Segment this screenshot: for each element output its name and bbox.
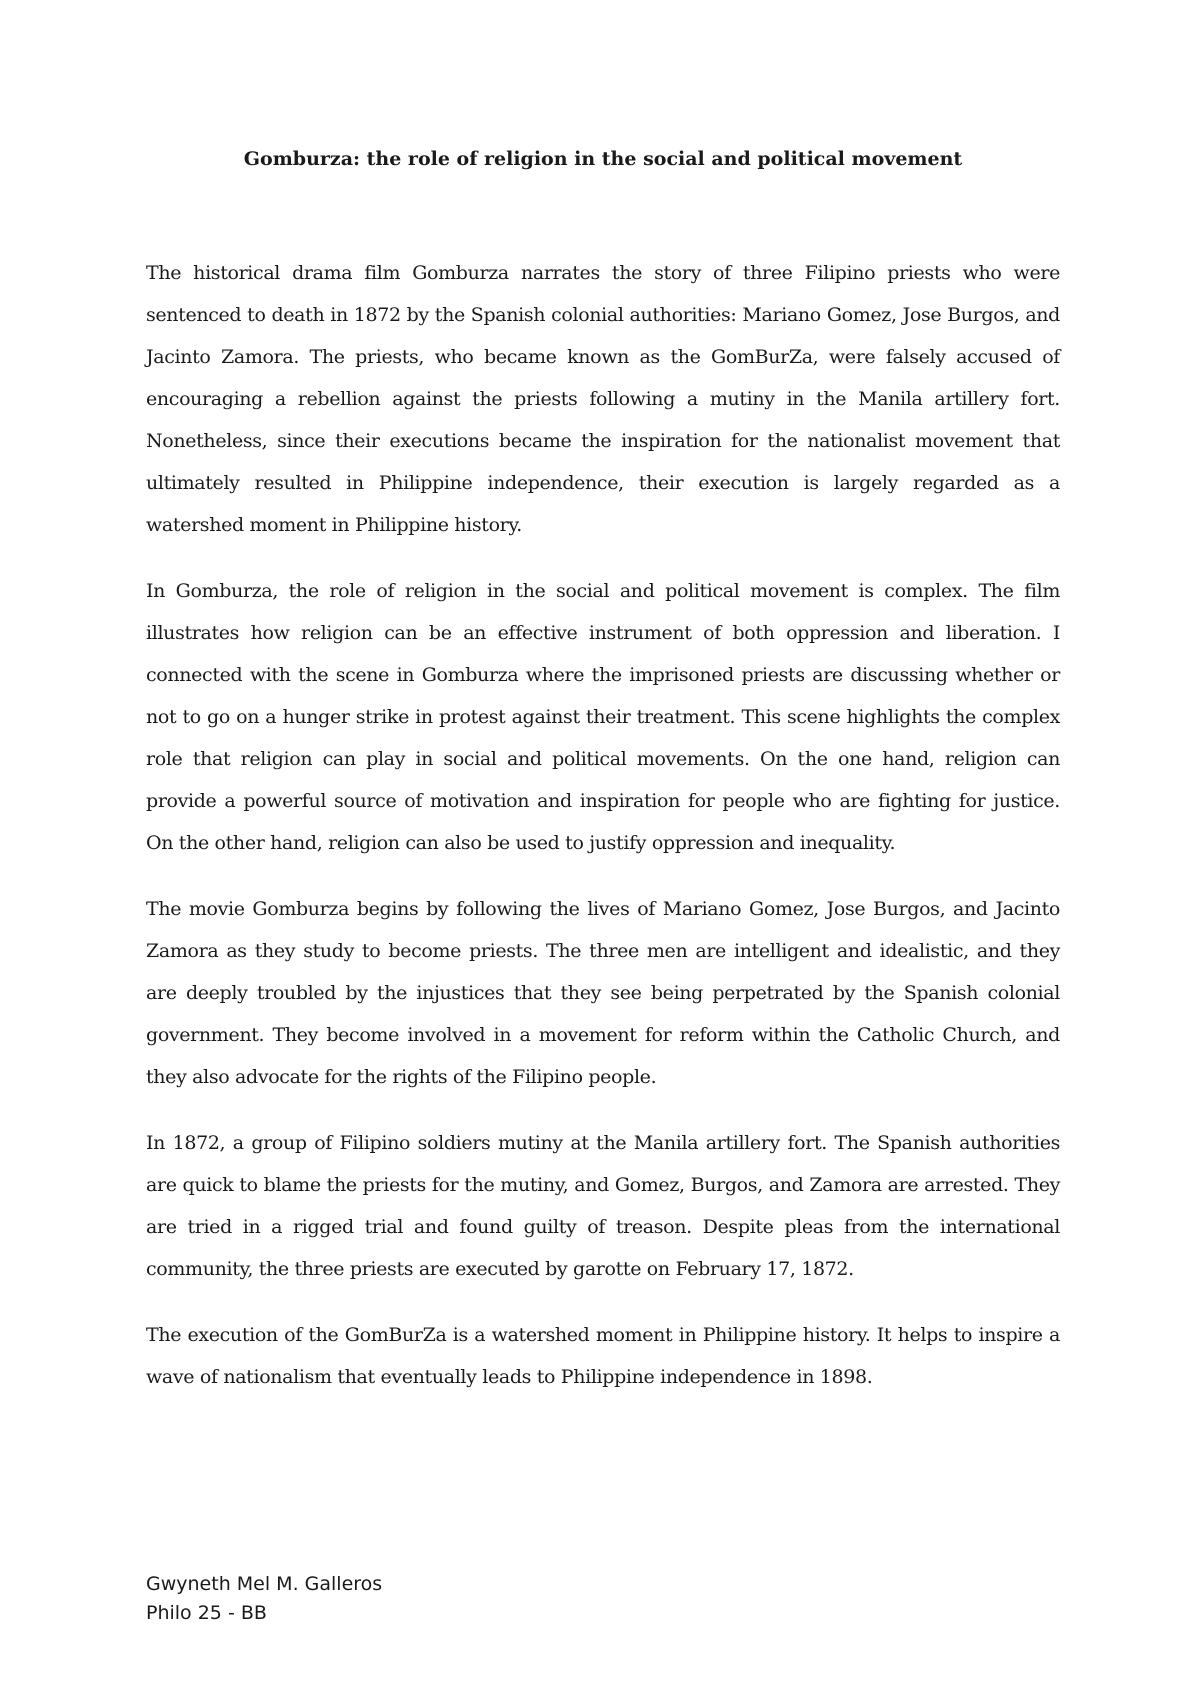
paragraph-3: The movie Gomburza begins by following the lives of Mariano Gomez, Jose Burgos, and Jacinto Zamora as they study to become priests. The three men are intelligent and idealistic, and they are deeply troubled by the injustices that they see being perpetrated by the Spanish colonial government. They become involved in a movement for reform within the Catholic Church, and they also advocate for the rights of the Filipino people. (146, 898, 1060, 1088)
essay-body (146, 252, 1060, 1422)
page-title: Gomburza: the role of religion in the social and political movement (243, 148, 963, 170)
author-footer (146, 1570, 382, 1628)
author-name: Gwyneth Mel M. Galleros (146, 1573, 383, 1595)
paragraph-5: The execution of the GomBurZa is a watershed moment in Philippine history. It helps to inspire a wave of nationalism that eventually leads to Philippine independence in 1898. (146, 1324, 1060, 1388)
paragraph-2: In Gomburza, the role of religion in the social and political movement is complex. The film illustrates how religion can be an effective instrument of both oppression and liberation. I connected with the scene in Gomburza where the imprisoned priests are discussing whether or not to go on a hunger strike in protest against their treatment. This scene highlights the complex role that religion can play in social and political movements. On the one hand, religion can provide a powerful source of motivation and inspiration for people who are fighting for justice. On the other hand, religion can also be used to justify oppression and inequality. (146, 580, 1060, 854)
paragraph-1: The historical drama film Gomburza narrates the story of three Filipino priests who were sentenced to death in 1872 by the Spanish colonial authorities: Mariano Gomez, Jose Burgos, and Jacinto Zamora. The priests, who became known as the GomBurZa, were falsely accused of encouraging a rebellion against the priests following a mutiny in the Manila artillery fort. Nonetheless, since their executions became the inspiration for the nationalist movement that ultimately resulted in Philippine independence, their execution is largely regarded as a watershed moment in Philippine history. (146, 262, 1060, 536)
paragraph-4: In 1872, a group of Filipino soldiers mutiny at the Manila artillery fort. The Spanish authorities are quick to blame the priests for the mutiny, and Gomez, Burgos, and Zamora are arrested. They are tried in a rigged trial and found guilty of treason. Despite pleas from the international community, the three priests are executed by garotte on February 17, 1872. (146, 1132, 1060, 1280)
course-label: Philo 25 - BB (146, 1602, 267, 1624)
